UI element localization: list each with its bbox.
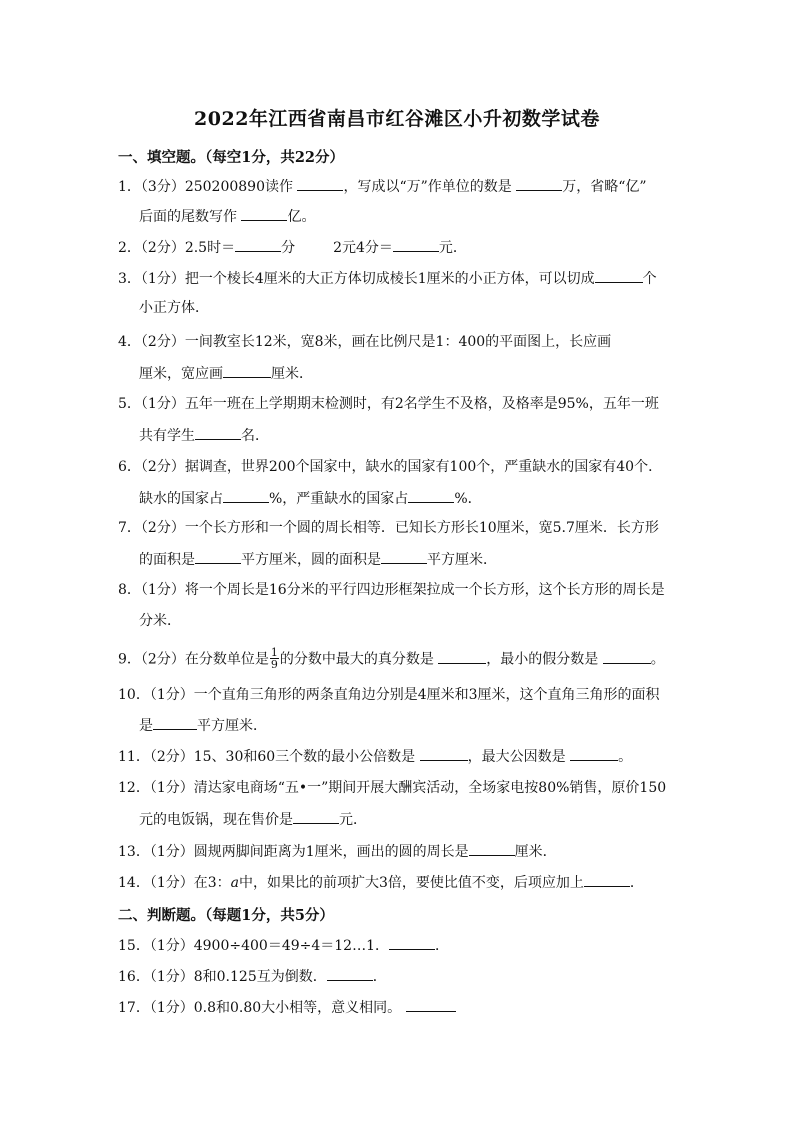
question-5-continued: 共有学生 名． bbox=[139, 425, 269, 446]
question-4-continued: 厘米，宽应画 厘米． bbox=[139, 363, 313, 384]
question-number: 16． bbox=[118, 969, 150, 985]
exam-title: 2022年江西省南昌市红谷滩区小升初数学试卷 bbox=[194, 108, 600, 130]
answer-blank bbox=[584, 872, 630, 887]
question-number: 3． bbox=[118, 271, 141, 287]
section-fill-heading: 一、填空题。（每空1分，共22分） bbox=[118, 149, 345, 166]
question-7: 7．（2分）一个长方形和一个圆的周长相等．已知长方形长10厘米，宽5.7厘米．长方形 bbox=[118, 520, 659, 536]
question-12: 12．（1分）清达家电商场“五•一”期间开展大酬宾活动，全场家电按80%销售，原价150 bbox=[118, 780, 667, 796]
question-number: 15． bbox=[118, 938, 150, 954]
answer-blank bbox=[327, 966, 373, 981]
question-1-continued: 后面的尾数写作 亿。 bbox=[139, 206, 315, 227]
question-number: 2． bbox=[118, 240, 141, 256]
question-6: 6．（2分）据调查，世界200个国家中，缺水的国家有100个，严重缺水的国家有40个． bbox=[118, 459, 663, 475]
answer-blank bbox=[223, 363, 271, 378]
answer-blank bbox=[595, 268, 643, 283]
answer-blank bbox=[223, 488, 269, 503]
question-10: 10．（1分）一个直角三角形的两条直角边分别是4厘米和3厘米，这个直角三角形的面积 bbox=[118, 687, 660, 703]
question-number: 7． bbox=[118, 520, 141, 536]
question-number: 12． bbox=[118, 780, 150, 796]
question-13: 13．（1分）圆规两脚间距离为1厘米，画出的圆的周长是 厘米． bbox=[118, 841, 678, 862]
answer-blank bbox=[603, 649, 651, 664]
answer-blank bbox=[381, 549, 427, 564]
answer-blank bbox=[438, 649, 486, 664]
question-number: 8． bbox=[118, 582, 141, 598]
question-number: 4． bbox=[118, 334, 141, 350]
question-number: 14． bbox=[118, 875, 150, 891]
question-3-continued: 小正方体． bbox=[139, 300, 209, 316]
question-9: 9．（2分）在分数单位是 $\frac{1}{9}$ 的分数中最大的真分数是 ，最小的假分数是 。 bbox=[118, 646, 665, 671]
question-number: 10． bbox=[118, 687, 150, 703]
question-16: 16．（1分）8和0.125互为倒数． ． bbox=[118, 966, 678, 987]
answer-blank bbox=[293, 809, 339, 824]
answer-blank bbox=[195, 549, 241, 564]
answer-blank bbox=[408, 488, 454, 503]
question-4: 4．（2分）一间教室长12米，宽8米，画在比例尺是1：400的平面图上，长应画 bbox=[118, 334, 612, 350]
answer-blank bbox=[420, 746, 468, 761]
answer-blank bbox=[469, 841, 515, 856]
answer-blank bbox=[235, 237, 281, 252]
question-number: 9． bbox=[118, 651, 141, 668]
question-number: 11． bbox=[118, 749, 150, 765]
answer-blank bbox=[406, 997, 456, 1012]
question-5: 5．（1分）五年一班在上学期期末检测时，有2名学生不及格，及格率是95%，五年一班 bbox=[118, 396, 659, 412]
question-12-continued: 元的电饭锅，现在售价是 元． bbox=[139, 809, 367, 830]
question-11: 11．（2分）15、30和60三个数的最小公倍数是 ，最大公因数是 。 bbox=[118, 746, 678, 767]
question-8-continued: 分米． bbox=[139, 613, 181, 629]
variable-a: a bbox=[230, 875, 240, 891]
answer-blank bbox=[153, 715, 197, 730]
answer-blank bbox=[516, 176, 562, 191]
question-3: 3．（1分）把一个棱长4厘米的大正方体切成棱长1厘米的小正方体，可以切成 个 bbox=[118, 268, 678, 289]
question-10-continued: 是 平方厘米． bbox=[139, 715, 267, 736]
question-number: 17． bbox=[118, 1000, 150, 1016]
question-8: 8．（1分）将一个周长是16分米的平行四边形框架拉成一个长方形，这个长方形的周长是 bbox=[118, 582, 665, 598]
answer-blank bbox=[241, 206, 287, 221]
question-15: 15．（1分）4900÷400＝49÷4＝12…1． ． bbox=[118, 935, 678, 956]
question-14: 14．（1分）在3：a中，如果比的前项扩大3倍，要使比值不变，后项应加上 ． bbox=[118, 872, 678, 893]
question-7-continued: 的面积是 平方厘米，圆的面积是 平方厘米． bbox=[139, 549, 497, 570]
section-judge-heading: 二、判断题。（每题1分，共5分） bbox=[118, 907, 334, 924]
answer-blank bbox=[570, 746, 618, 761]
question-number: 6． bbox=[118, 459, 141, 475]
answer-blank bbox=[195, 425, 241, 440]
question-2: 2．（2分）2.5时＝ 分 2元4分＝ 元． bbox=[118, 237, 678, 258]
question-17: 17．（1分）0.8和0.80大小相等，意义相同。 bbox=[118, 997, 678, 1018]
question-number: 1． bbox=[118, 179, 141, 195]
fraction-one-ninth: $\frac{1}{9}$ bbox=[270, 646, 278, 671]
answer-blank bbox=[297, 176, 343, 191]
question-number: 13． bbox=[118, 844, 150, 860]
question-6-continued: 缺水的国家占 %，严重缺水的国家占 %． bbox=[139, 488, 482, 509]
question-number: 5． bbox=[118, 396, 141, 412]
answer-blank bbox=[389, 935, 435, 950]
answer-blank bbox=[393, 237, 439, 252]
question-1: 1．（3分）250200890读作 ，写成以“万”作单位的数是 万，省略“亿” bbox=[118, 176, 678, 197]
